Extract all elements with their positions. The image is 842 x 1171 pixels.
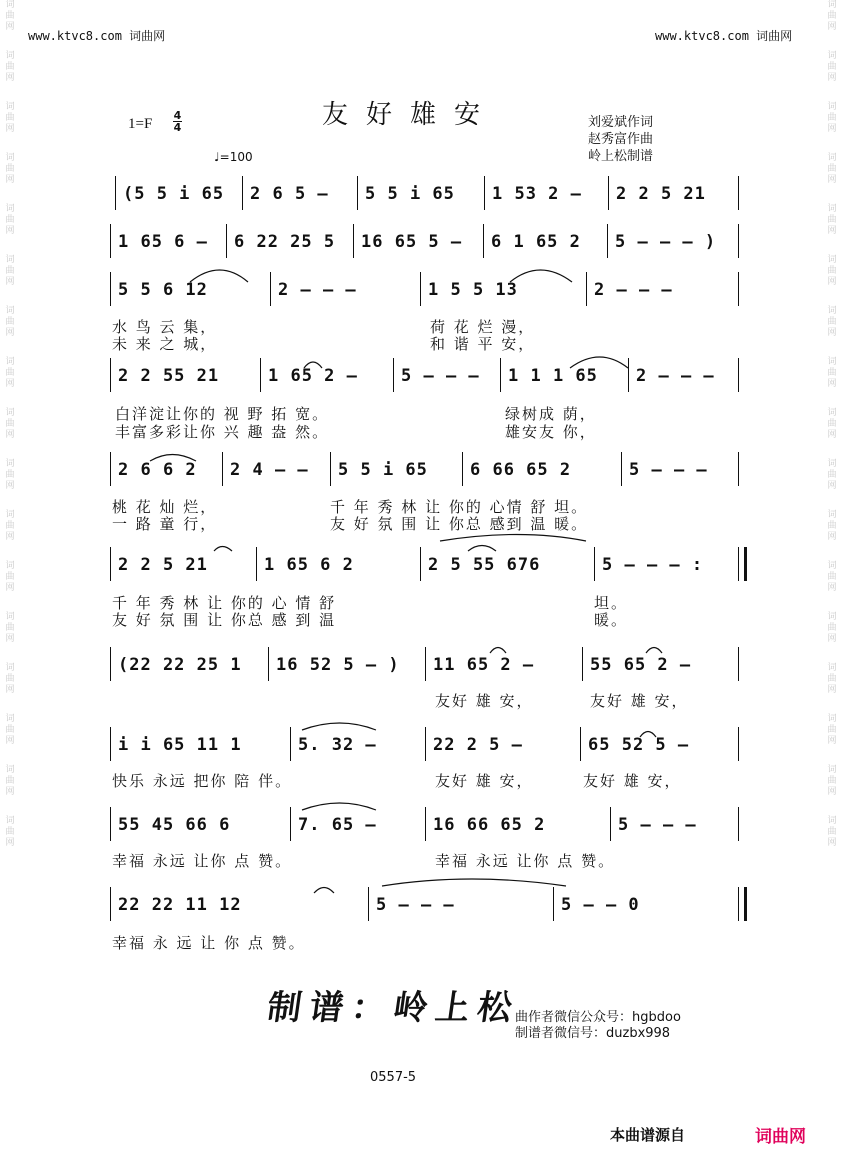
- lyric-line: 友好 雄 安，: [583, 772, 682, 790]
- barline: [500, 358, 501, 392]
- time-signature-bottom: 4: [173, 121, 182, 134]
- watermark-char: 词: [827, 204, 837, 214]
- watermark-char: 网: [5, 73, 15, 83]
- watermark-char: 网: [5, 685, 15, 695]
- barline: [110, 452, 111, 486]
- barline: [368, 887, 369, 921]
- watermark-char: 词: [5, 51, 15, 61]
- right-margin-watermark: [824, 0, 840, 1171]
- lyric-line: 幸福 永 远 让 你 点 赞。: [112, 934, 306, 952]
- watermark-char: 曲: [5, 317, 15, 327]
- lyric-line: 绿树成 荫，: [505, 405, 597, 423]
- measure: 55 45 66 6: [118, 815, 231, 835]
- barline: [110, 358, 111, 392]
- watermark-char: 词: [5, 765, 15, 775]
- barline: [738, 452, 739, 486]
- watermark-char: 曲: [5, 572, 15, 582]
- watermark-char: 曲: [5, 62, 15, 72]
- barline: [738, 272, 739, 306]
- barline: [330, 452, 331, 486]
- tempo-mark: ♩=100: [214, 150, 253, 164]
- measure: 6 66 65 2: [470, 460, 572, 480]
- watermark-char: 词: [827, 612, 837, 622]
- watermark-char: 网: [5, 736, 15, 746]
- barline: [110, 224, 111, 258]
- measure: 1 1 1 65: [508, 366, 598, 386]
- barline: [738, 727, 739, 761]
- lyricist-credit: 刘爱斌作词: [588, 115, 654, 130]
- barline: [110, 807, 111, 841]
- slur: [302, 803, 376, 810]
- barline: [462, 452, 463, 486]
- watermark-char: 曲: [5, 11, 15, 21]
- watermark-char: 网: [827, 328, 837, 338]
- watermark-char: 网: [827, 787, 837, 797]
- watermark-char: 词: [5, 204, 15, 214]
- repeat-barline: [738, 547, 747, 581]
- watermark-char: 词: [827, 0, 837, 10]
- measure: 11 65 2 –: [433, 655, 535, 675]
- slur: [302, 723, 376, 730]
- measure: 5 – – –: [376, 895, 455, 915]
- source-label: 本曲谱源自: [610, 1126, 686, 1144]
- measure: 22 22 11 12: [118, 895, 242, 915]
- watermark-char: 曲: [827, 623, 837, 633]
- slur: [382, 879, 566, 886]
- watermark-char: 词: [5, 510, 15, 520]
- watermark-char: 网: [5, 124, 15, 134]
- measure: 1 65 2 –: [268, 366, 358, 386]
- song-title: 友好雄安: [322, 100, 499, 130]
- lyric-line: 丰富多彩让你 兴 趣 盎 然。: [115, 423, 330, 441]
- lyric-line: 幸福 永远 让你 点 赞。: [112, 852, 293, 870]
- watermark-char: 曲: [827, 419, 837, 429]
- measure: 1 65 6 –: [118, 232, 208, 252]
- slur: [510, 270, 572, 282]
- barline: [110, 547, 111, 581]
- watermark-char: 词: [5, 816, 15, 826]
- barline: [110, 647, 111, 681]
- slur: [646, 648, 662, 654]
- barline: [628, 358, 629, 392]
- watermark-char: 词: [827, 357, 837, 367]
- measure: 2 – – –: [636, 366, 715, 386]
- watermark-char: 词: [827, 510, 837, 520]
- measure: 2 5 55 676: [428, 555, 541, 575]
- measure: 5. 32 –: [298, 735, 377, 755]
- watermark-char: 网: [827, 73, 837, 83]
- barline: [290, 727, 291, 761]
- barline: [270, 272, 271, 306]
- measure: 5 – – –: [629, 460, 708, 480]
- barline: [610, 807, 611, 841]
- watermark-char: 词: [827, 306, 837, 316]
- measure: 22 2 5 –: [433, 735, 523, 755]
- watermark-char: 曲: [5, 215, 15, 225]
- watermark-char: 网: [827, 430, 837, 440]
- measure: 1 65 6 2: [264, 555, 354, 575]
- measure: 2 – – –: [594, 280, 673, 300]
- measure: 6 22 25 5: [234, 232, 336, 252]
- key-signature: 1=F: [128, 116, 153, 132]
- barline: [420, 272, 421, 306]
- watermark-char: 词: [5, 306, 15, 316]
- measure: (5 5 i 65: [123, 184, 225, 204]
- watermark-char: 曲: [827, 266, 837, 276]
- barline: [484, 176, 485, 210]
- barline: [425, 727, 426, 761]
- slur: [468, 546, 496, 552]
- watermark-char: 网: [5, 787, 15, 797]
- watermark-char: 曲: [827, 215, 837, 225]
- barline: [110, 727, 111, 761]
- lyric-line: 暖。: [594, 611, 629, 629]
- lyric-line: 友好 雄 安，: [435, 772, 534, 790]
- watermark-char: 曲: [5, 266, 15, 276]
- measure: 5 – – 0: [561, 895, 640, 915]
- lyric-line: 千 年 秀 林 让 你的 心情 舒 坦。: [330, 498, 589, 516]
- watermark-char: 词: [827, 51, 837, 61]
- watermark-char: 词: [827, 153, 837, 163]
- measure: 2 6 6 2: [118, 460, 197, 480]
- watermark-char: 网: [827, 634, 837, 644]
- watermark-char: 曲: [5, 725, 15, 735]
- lyric-line: 快乐 永远 把你 陪 伴。: [112, 772, 293, 790]
- watermark-char: 词: [5, 357, 15, 367]
- measure: 5 5 6 12: [118, 280, 208, 300]
- watermark-char: 词: [827, 765, 837, 775]
- barline: [738, 807, 739, 841]
- watermark-char: 词: [827, 561, 837, 571]
- watermark-char: 曲: [5, 164, 15, 174]
- barline: [357, 176, 358, 210]
- watermark-char: 网: [827, 838, 837, 848]
- watermark-char: 网: [827, 583, 837, 593]
- measure: 5 5 i 65: [365, 184, 455, 204]
- watermark-char: 网: [5, 532, 15, 542]
- slur: [214, 547, 232, 552]
- watermark-char: 曲: [827, 776, 837, 786]
- barline: [290, 807, 291, 841]
- measure: 65 52 5 –: [588, 735, 690, 755]
- watermark-char: 网: [5, 22, 15, 32]
- transcriber-wechat: 制谱者微信号：duzbx998: [515, 1026, 671, 1041]
- watermark-char: 词: [827, 459, 837, 469]
- barline: [738, 224, 739, 258]
- barline: [582, 647, 583, 681]
- barline: [580, 727, 581, 761]
- watermark-char: 网: [827, 532, 837, 542]
- watermark-char: 词: [5, 459, 15, 469]
- watermark-char: 曲: [827, 317, 837, 327]
- barline: [607, 224, 608, 258]
- measure: 5 – – – ): [615, 232, 717, 252]
- composer-wechat: 曲作者微信公众号：hgbdoo: [515, 1010, 681, 1025]
- watermark-char: 曲: [5, 827, 15, 837]
- measure: 5 5 i 65: [338, 460, 428, 480]
- time-signature-top: 4: [173, 109, 182, 122]
- watermark-char: 词: [827, 714, 837, 724]
- measure: i i 65 11 1: [118, 735, 242, 755]
- watermark-char: 曲: [827, 368, 837, 378]
- lyric-line: 水 鸟 云 集，: [112, 318, 218, 336]
- barline: [256, 547, 257, 581]
- measure: 2 2 5 21: [616, 184, 706, 204]
- left-margin-watermark: [2, 0, 18, 1171]
- final-barline: [738, 887, 747, 921]
- source-site-link[interactable]: 词曲网: [755, 1127, 806, 1147]
- watermark-char: 网: [827, 379, 837, 389]
- barline: [226, 224, 227, 258]
- watermark-char: 词: [827, 255, 837, 265]
- watermark-char: 曲: [827, 11, 837, 21]
- watermark-char: 网: [827, 736, 837, 746]
- barline: [738, 647, 739, 681]
- watermark-char: 网: [5, 277, 15, 287]
- measure: 16 52 5 – ): [276, 655, 400, 675]
- watermark-char: 网: [827, 481, 837, 491]
- watermark-char: 曲: [827, 674, 837, 684]
- watermark-char: 词: [5, 255, 15, 265]
- watermark-char: 词: [827, 816, 837, 826]
- lyric-line: 一 路 童 行，: [112, 515, 218, 533]
- lyric-line: 未 来 之 城，: [112, 335, 218, 353]
- watermark-char: 网: [827, 124, 837, 134]
- watermark-char: 词: [827, 663, 837, 673]
- watermark-char: 网: [5, 634, 15, 644]
- watermark-char: 网: [827, 175, 837, 185]
- barline: [586, 272, 587, 306]
- transcriber-credit: 岭上松制谱: [588, 149, 654, 164]
- watermark-char: 网: [5, 379, 15, 389]
- lyric-line: 友好 雄 安，: [435, 692, 534, 710]
- barline: [222, 452, 223, 486]
- measure: 5 – – – :: [602, 555, 704, 575]
- watermark-char: 网: [827, 685, 837, 695]
- barline: [420, 547, 421, 581]
- barline: [110, 272, 111, 306]
- measure: 2 – – –: [278, 280, 357, 300]
- watermark-char: 词: [5, 0, 15, 10]
- composer-credit: 赵秀富作曲: [588, 132, 654, 147]
- transcriber-signature: 制谱：岭上松: [264, 988, 523, 1028]
- measure: 6 1 65 2: [491, 232, 581, 252]
- watermark-char: 网: [827, 22, 837, 32]
- header-url-left[interactable]: www.ktvc8.com 词曲网: [28, 29, 166, 43]
- measure: 1 53 2 –: [492, 184, 582, 204]
- watermark-char: 词: [827, 102, 837, 112]
- watermark-char: 网: [5, 430, 15, 440]
- measure: (22 22 25 1: [118, 655, 242, 675]
- watermark-char: 词: [5, 663, 15, 673]
- watermark-char: 曲: [5, 674, 15, 684]
- measure: 1 5 5 13: [428, 280, 518, 300]
- barline: [425, 647, 426, 681]
- lyric-line: 荷 花 烂 漫，: [430, 318, 536, 336]
- watermark-char: 曲: [5, 419, 15, 429]
- measure: 2 6 5 –: [250, 184, 329, 204]
- lyric-line: 友好 雄 安，: [590, 692, 689, 710]
- barline: [393, 358, 394, 392]
- barline: [242, 176, 243, 210]
- measure: 5 – – –: [401, 366, 480, 386]
- watermark-char: 网: [5, 838, 15, 848]
- time-signature: [173, 110, 182, 133]
- barline: [268, 647, 269, 681]
- watermark-char: 词: [5, 408, 15, 418]
- watermark-char: 词: [5, 612, 15, 622]
- watermark-char: 词: [5, 153, 15, 163]
- watermark-char: 曲: [5, 368, 15, 378]
- lyric-line: 友 好 氛 围 让 你总 感 到 温: [112, 611, 337, 629]
- barline: [553, 887, 554, 921]
- watermark-char: 网: [5, 328, 15, 338]
- barline: [738, 358, 739, 392]
- lyric-line: 桃 花 灿 烂，: [112, 498, 218, 516]
- barline: [115, 176, 116, 210]
- watermark-char: 网: [5, 583, 15, 593]
- lyric-line: 雄安友 你，: [505, 423, 597, 441]
- watermark-char: 曲: [5, 776, 15, 786]
- barline: [353, 224, 354, 258]
- watermark-char: 词: [5, 714, 15, 724]
- watermark-char: 曲: [827, 164, 837, 174]
- measure: 16 66 65 2: [433, 815, 546, 835]
- lyric-line: 幸福 永远 让你 点 赞。: [435, 852, 616, 870]
- watermark-char: 网: [5, 175, 15, 185]
- measure: 2 2 5 21: [118, 555, 208, 575]
- watermark-char: 词: [827, 408, 837, 418]
- watermark-char: 曲: [5, 470, 15, 480]
- measure: 16 65 5 –: [361, 232, 463, 252]
- measure: 7. 65 –: [298, 815, 377, 835]
- lyric-line: 坦。: [594, 594, 629, 612]
- slur: [314, 888, 334, 894]
- lyric-line: 友 好 氛 围 让 你总 感到 温 暖。: [330, 515, 589, 533]
- watermark-char: 网: [5, 481, 15, 491]
- watermark-char: 曲: [827, 62, 837, 72]
- watermark-char: 曲: [5, 113, 15, 123]
- barline: [260, 358, 261, 392]
- measure: 55 65 2 –: [590, 655, 692, 675]
- lyric-line: 千 年 秀 林 让 你的 心 情 舒: [112, 594, 337, 612]
- measure: 5 – – –: [618, 815, 697, 835]
- watermark-char: 曲: [827, 572, 837, 582]
- barline: [594, 547, 595, 581]
- barline: [608, 176, 609, 210]
- watermark-char: 曲: [827, 827, 837, 837]
- barline: [425, 807, 426, 841]
- lyric-line: 和 谐 平 安，: [430, 335, 536, 353]
- watermark-char: 曲: [5, 623, 15, 633]
- slur: [490, 648, 506, 654]
- watermark-char: 网: [827, 277, 837, 287]
- barline: [483, 224, 484, 258]
- watermark-char: 曲: [5, 521, 15, 531]
- watermark-char: 词: [5, 561, 15, 571]
- slur: [440, 535, 586, 542]
- lyric-line: 白洋淀让你的 视 野 拓 宽。: [115, 405, 330, 423]
- measure: 2 4 – –: [230, 460, 309, 480]
- header-url-right[interactable]: www.ktvc8.com 词曲网: [655, 29, 793, 43]
- page-number: 0557-5: [370, 1070, 417, 1085]
- watermark-char: 曲: [827, 113, 837, 123]
- watermark-char: 曲: [827, 521, 837, 531]
- barline: [621, 452, 622, 486]
- measure: 2 2 55 21: [118, 366, 220, 386]
- watermark-char: 网: [827, 226, 837, 236]
- watermark-char: 曲: [827, 470, 837, 480]
- watermark-char: 词: [5, 102, 15, 112]
- barline: [110, 887, 111, 921]
- watermark-char: 曲: [827, 725, 837, 735]
- watermark-char: 网: [5, 226, 15, 236]
- barline: [738, 176, 739, 210]
